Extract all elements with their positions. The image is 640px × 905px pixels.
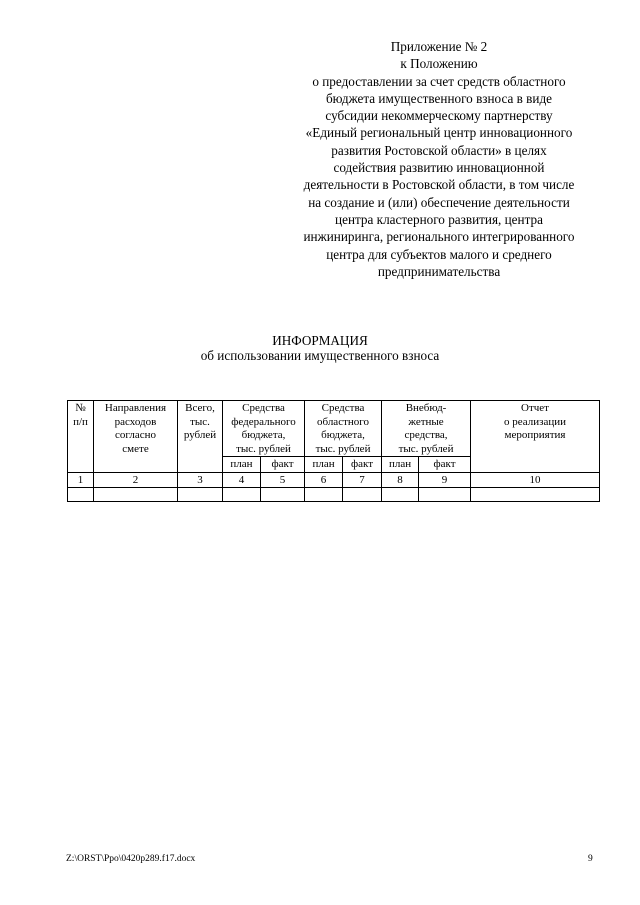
table-header-row [68,401,600,457]
appendix-line: деятельности в Ростовской области, в том числе [303,177,575,193]
header-directions: Направления расходов согласно смете [94,401,178,473]
appendix-line: «Единый региональный центр инновационного [305,125,573,141]
appendix-line: развития Ростовской области» в целях [331,142,547,158]
appendix-line: предпринимательства [377,263,501,279]
column-number: 1 [68,472,94,488]
column-number: 6 [305,472,343,488]
appendix-line: содействия развитию инновационной [333,160,545,176]
column-number: 2 [94,472,178,488]
table-cell [68,488,94,502]
info-table [67,400,600,502]
column-number: 3 [178,472,223,488]
column-number: 8 [382,472,419,488]
table-cell [223,488,261,502]
table-cell [178,488,223,502]
page-number: 9 [588,854,593,864]
subheader-plan: план [223,457,261,473]
header-num: № п/п [68,401,94,473]
appendix-block [276,38,602,280]
appendix-line: центра для субъектов малого и среднего [326,246,552,262]
header-federal: Средства федерального бюджета, тыс. рублей [223,401,305,457]
subheader-plan: план [305,457,343,473]
table-cell [94,488,178,502]
table-cell [261,488,305,502]
appendix-line: к Положению [400,56,478,72]
table-cell [382,488,419,502]
appendix-line: инжиниринга, регионального интегрированного [303,229,575,245]
header-extrabudget: Внебюд- жетные средства, тыс. рублей [382,401,471,457]
column-number: 7 [343,472,382,488]
table-cell [343,488,382,502]
column-number: 5 [261,472,305,488]
subheader-plan: план [382,457,419,473]
appendix-line: бюджета имущественного взноса в виде [325,90,553,106]
subheader-fact: факт [343,457,382,473]
column-number: 4 [223,472,261,488]
file-path: Z:\ORST\Ppo\0420p289.f17.docx [66,854,196,864]
column-number: 10 [471,472,600,488]
document-title: ИНФОРМАЦИЯ [272,333,368,348]
document-subtitle: об использовании имущественного взноса [200,348,440,363]
appendix-line: на создание и (или) обеспечение деятельности [308,194,570,210]
appendix-line: о предоставлении за счет средств областного [312,73,566,89]
table-empty-row [68,488,600,502]
table-number-row [68,472,600,488]
header-total: Всего, тыс. рублей [178,401,223,473]
subheader-fact: факт [261,457,305,473]
header-report: Отчет о реализации мероприятия [471,401,600,473]
appendix-line: центра кластерного развития, центра [335,211,543,227]
header-regional: Средства областного бюджета, тыс. рублей [305,401,382,457]
appendix-line: Приложение № 2 [390,39,488,54]
table-cell [305,488,343,502]
appendix-line: субсидии некоммерческому партнерству [325,108,553,124]
column-number: 9 [419,472,471,488]
table-cell [419,488,471,502]
subheader-fact: факт [419,457,471,473]
table-cell [471,488,600,502]
